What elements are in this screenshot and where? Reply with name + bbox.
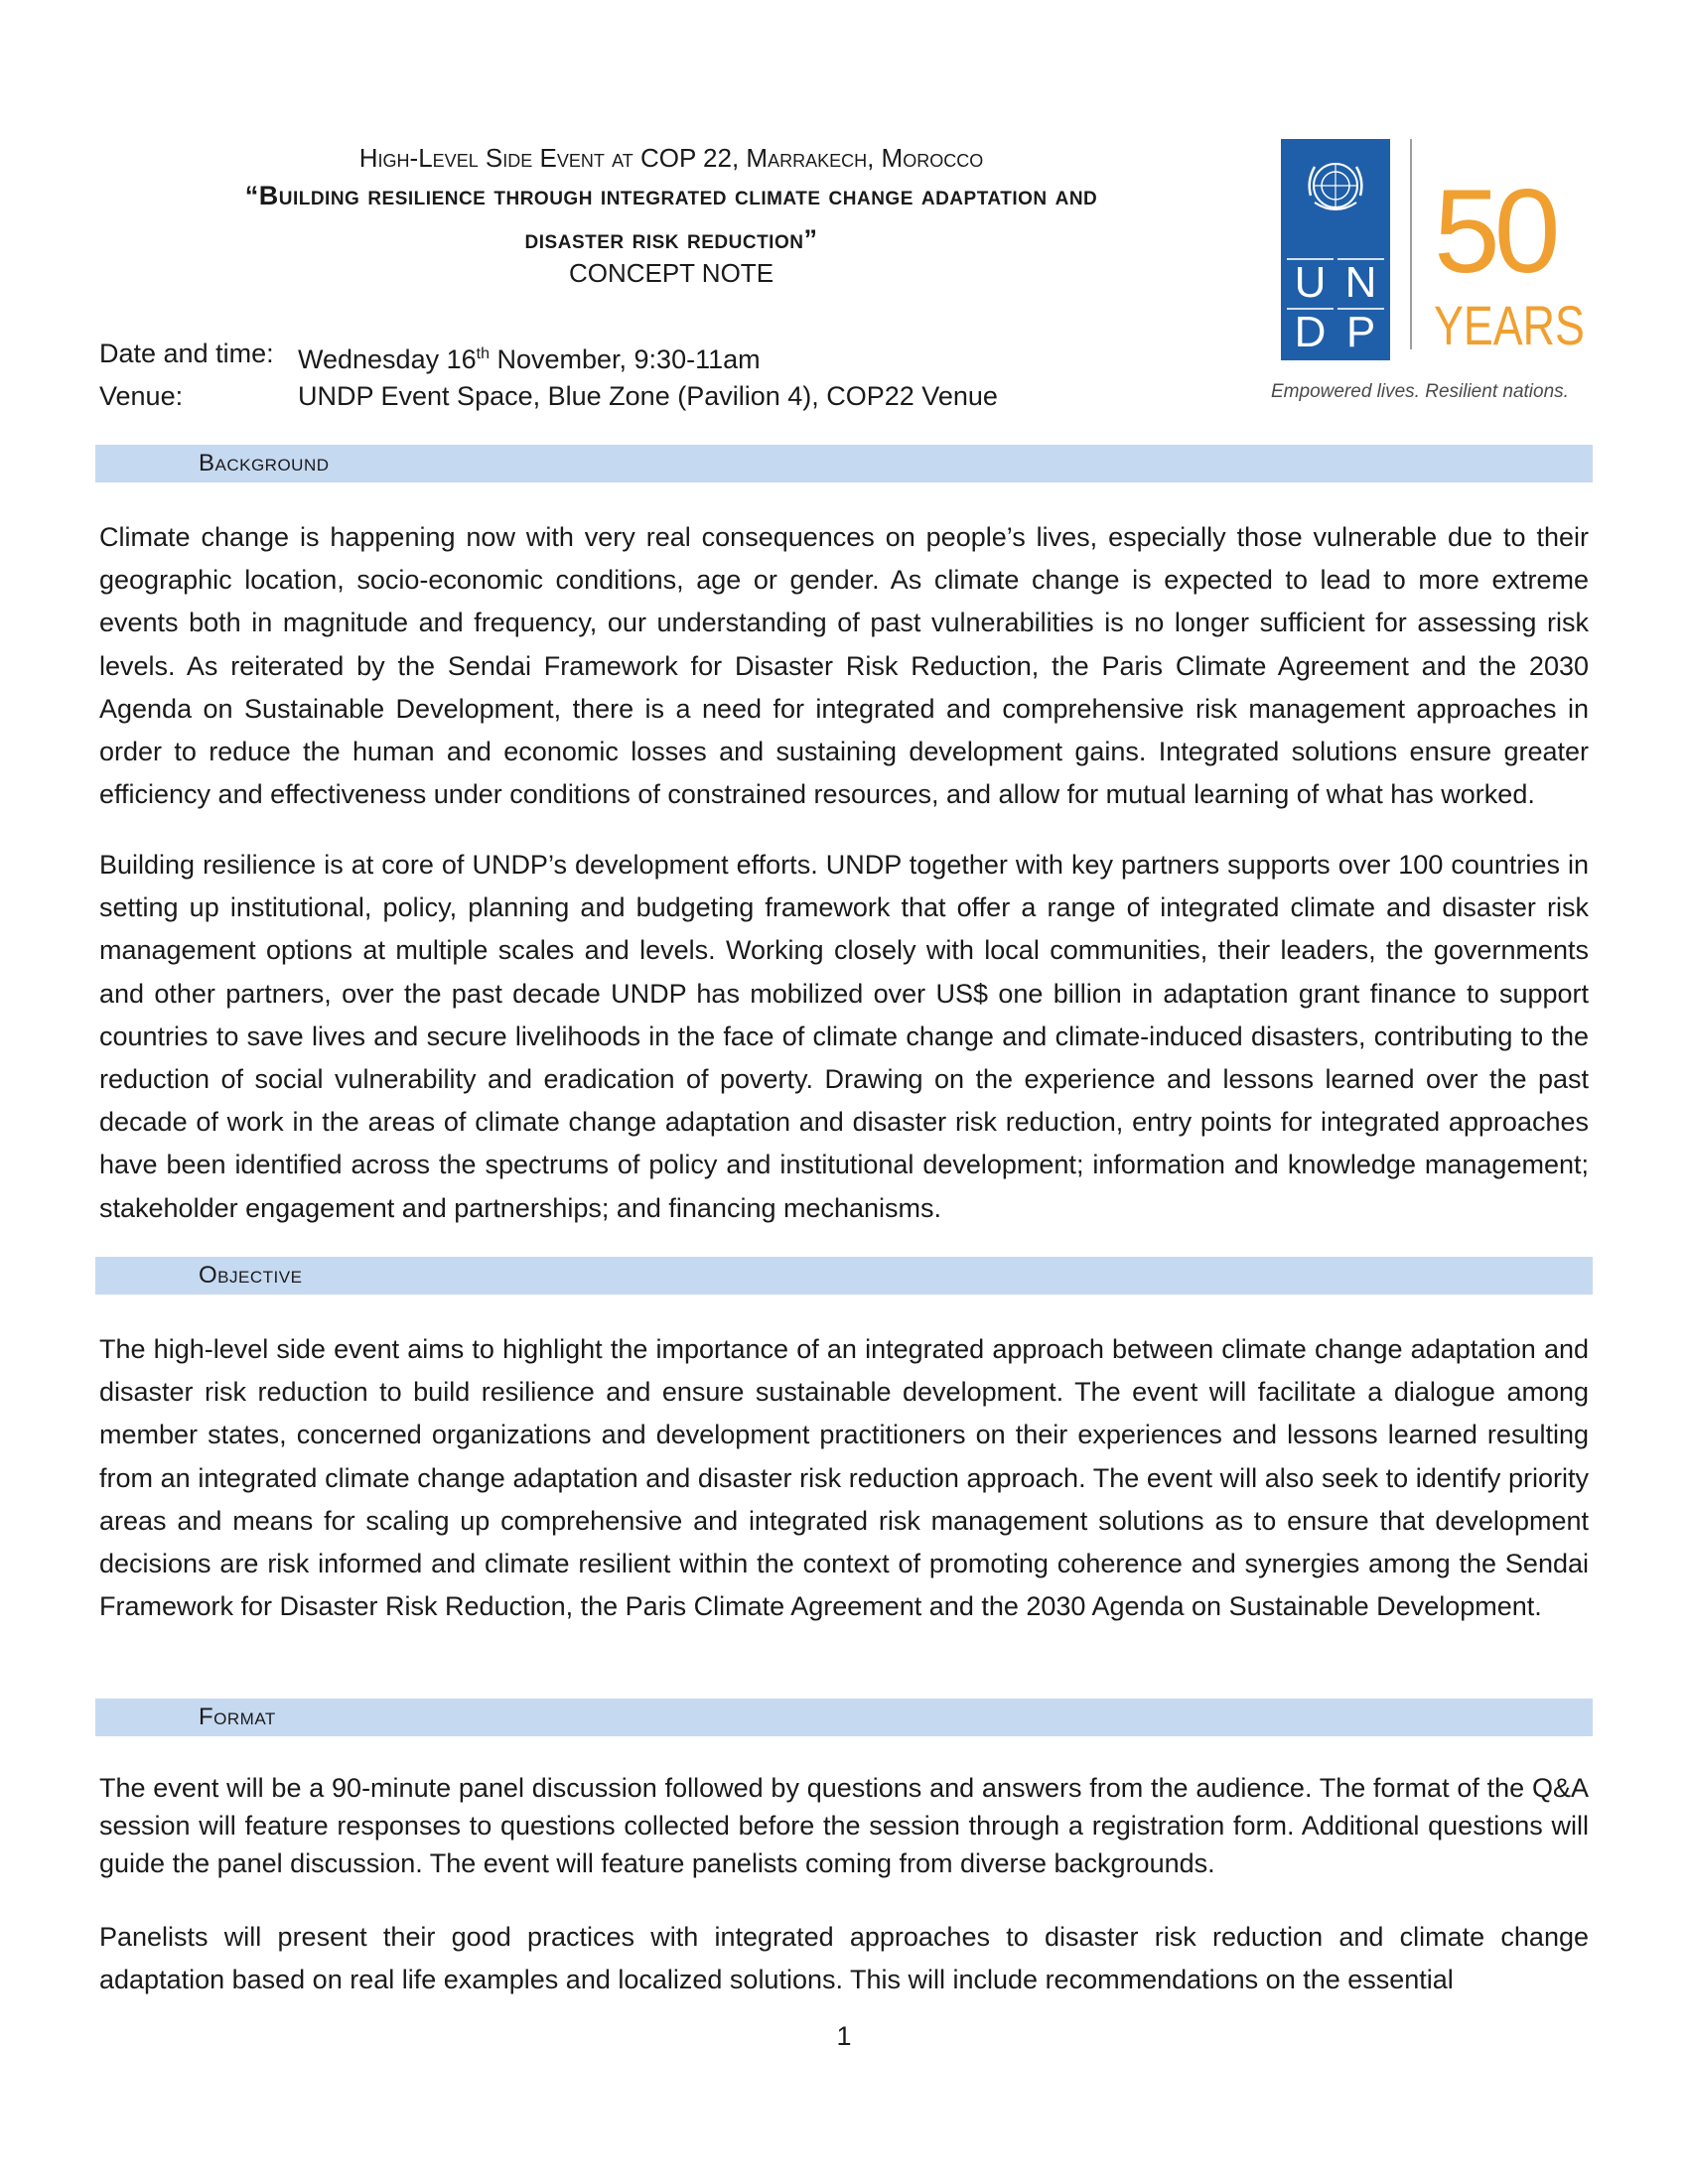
section-heading-text: Background	[199, 450, 330, 477]
undp-letters	[1281, 258, 1390, 356]
event-meta	[99, 336, 998, 415]
event-line: High-Level Side Event at COP 22, Marrakech, Morocco	[358, 143, 984, 173]
format-paragraph-1: The event will be a 90-minute panel discussion followed by questions and answers from the audience. The format of the Q&A session will feature responses to questions collected before the session through a registration form. Additional questions will guide the panel discussion. The event will feature panelists coming from diverse backgrounds.	[99, 1773, 1589, 1878]
page-number: 1	[836, 2021, 852, 2051]
logo-letter-d: D	[1287, 308, 1334, 353]
section-heading-text: Objective	[199, 1262, 303, 1289]
date-row	[99, 336, 998, 378]
section-heading-text: Format	[199, 1704, 276, 1730]
anniversary-number: 50	[1434, 165, 1555, 298]
format-paragraph-2: Panelists will present their good practices with integrated approaches to disaster risk reduction and climate change adaptation based on real life examples and localized solutions. This will include recommendations on the essential	[99, 1922, 1589, 1995]
anniversary-word: YEARS	[1434, 294, 1585, 356]
background-paragraph-1: Climate change is happening now with very real consequences on people’s lives, especially those vulnerable due to their geographic location, socio-economic conditions, age or gender. As climate change is expected to lead to more extreme events both in magnitude and frequency, our understanding of past vulnerabilities is no longer sufficient for assessing risk levels. As reiterated by the Sendai Framework for Disaster Risk Reduction, the Paris Climate Agreement and the 2030 Agenda on Sustainable Development, there is a need for integrated and comprehensive risk management approaches in order to reduce the human and economic losses and sustaining development gains. Integrated solutions ensure greater efficiency and effectiveness under conditions of constrained resources, and allow for mutual learning of what has worked.	[99, 522, 1589, 810]
logo-tagline: Empowered lives. Resilient nations.	[1271, 381, 1569, 402]
logo-letter-n: N	[1337, 258, 1384, 304]
venue-row	[99, 378, 998, 415]
undp-logo-box	[1281, 139, 1390, 360]
document-header	[95, 139, 1247, 292]
date-value-day: Wednesday 16	[298, 344, 477, 374]
venue-label: Venue:	[99, 381, 184, 411]
objective-paragraph-1: The high-level side event aims to highlight the importance of an integrated approach between climate change adaptation and disaster risk reduction to build resilience and ensure sustainable development. The event will facilitate a dialogue among member states, concerned organizations and development practitioners on their experiences and lessons learned resulting from an integrated climate change adaptation and disaster risk reduction approach. The event will also seek to identify priority areas and means for scaling up comprehensive and integrated risk management solutions as to ensure that development decisions are risk informed and climate resilient within the context of promoting coherence and synergies among the Sendai Framework for Disaster Risk Reduction, the Paris Climate Agreement and the 2030 Agenda on Sustainable Development.	[99, 1334, 1589, 1622]
document-type: CONCEPT NOTE	[568, 258, 774, 288]
logo-letter-p: P	[1337, 308, 1384, 353]
title-line-2: disaster risk reduction”	[524, 224, 818, 254]
un-emblem-icon	[1301, 151, 1370, 220]
undp-50-years-logo	[1271, 137, 1589, 415]
background-paragraph-2: Building resilience is at core of UNDP’s development efforts. UNDP together with key partners supports over 100 countries in setting up institutional, policy, planning and budgeting framework that offer a range of integrated climate and disaster risk management options at multiple scales and levels. Working closely with local communities, their leaders, the governments and other partners, over the past decade UNDP has mobilized over US$ one billion in adaptation grant finance to support countries to save lives and secure livelihoods in the face of climate change and climate-induced disasters, contributing to the reduction of social vulnerability and eradication of poverty. Drawing on the experience and lessons learned over the past decade of work in the areas of climate change adaptation and disaster risk reduction, entry points for integrated approaches have been identified across the spectrums of policy and institutional development; information and knowledge management; stakeholder engagement and partnerships; and financing mechanisms.	[99, 850, 1589, 1223]
date-value-rest: November, 9:30-11am	[489, 344, 761, 374]
section-heading-format	[95, 1699, 1593, 1736]
section-heading-objective	[95, 1257, 1593, 1295]
venue-value: UNDP Event Space, Blue Zone (Pavilion 4), COP22 Venue	[298, 381, 998, 411]
section-heading-background	[95, 445, 1593, 482]
logo-letter-u: U	[1287, 258, 1334, 304]
date-label: Date and time:	[99, 339, 274, 368]
title-line-1: “Building resilience through integrated climate change adaptation and	[244, 181, 1098, 210]
date-value-suffix: th	[476, 345, 490, 362]
logo-divider	[1410, 139, 1412, 349]
date-value	[298, 336, 761, 378]
